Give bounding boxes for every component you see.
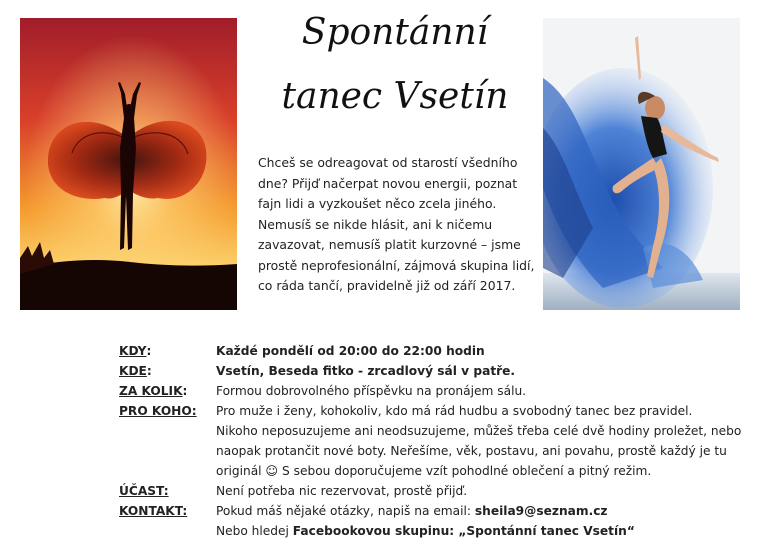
ucast-value: Není potřeba nic rezervovat, prostě přijď. [216, 484, 468, 498]
event-details [119, 341, 759, 541]
intro-line: Nemusíš se nikde hlásit, ani k ničemu [258, 216, 493, 232]
detail-row-pro-koho [119, 401, 759, 481]
kontakt-value [216, 501, 759, 541]
intro-line: dne? Přijď načerpat novou energii, poznat [258, 175, 518, 191]
pro-koho-line: Nikoho neposuzujeme ani neodsuzujeme, můžeš třeba celé dvě hodiny proležet, nebo [216, 424, 742, 438]
kontakt-text: Pokud máš nějaké otázky, napiš na email: [216, 504, 475, 518]
za-kolik-label: ZA KOLIK: [119, 384, 188, 398]
kontakt-line-1 [216, 501, 759, 521]
intro-line: Chceš se odreagovat od starostí všedního [258, 155, 518, 170]
ucast-label: ÚČAST: [119, 484, 169, 498]
title-line-2: tanec Vsetín [281, 76, 509, 117]
pro-koho-line: naopak protančit nové boty. Neřešíme, věk, postavu, ani povahu, prostě každý je tu [216, 444, 727, 458]
kdy-label: KDY: [119, 344, 152, 358]
kontakt-label: KONTAKT: [119, 504, 188, 518]
pro-koho-line: originál ☺ S sebou doporučujeme vzít pohodlné oblečení a pitný režim. [216, 464, 652, 478]
dancer-blue-powder-image [543, 18, 740, 310]
dancer-silhouette-sunset-image [20, 18, 237, 310]
intro-line: zavazovat, nemusíš platit kurzovné – jsme [258, 237, 521, 252]
za-kolik-value: Formou dobrovolného příspěvku na pronájem sálu. [216, 384, 527, 398]
pro-koho-label: PRO KOHO: [119, 404, 197, 418]
detail-row-ucast [119, 481, 759, 501]
intro-line: fajn lidi a vyzkoušet něco zcela jiného. [258, 196, 497, 211]
email-link[interactable]: sheila9@seznam.cz [474, 504, 608, 518]
kontakt-line-2 [216, 521, 759, 541]
detail-row-kde [119, 361, 759, 381]
intro-line: co ráda tančí, pravidelně již od září 2017. [258, 278, 516, 293]
detail-row-kontakt [119, 501, 759, 541]
detail-row-za-kolik [119, 381, 759, 401]
intro-line: prostě neprofesionální, zájmová skupina lidí, [258, 257, 535, 273]
kde-value: Vsetín, Beseda fitko - zrcadlový sál v patře. [216, 364, 516, 378]
facebook-group-name: Facebookovou skupinu: „Spontánní tanec Vsetín“ [292, 524, 635, 538]
kde-label: KDE: [119, 364, 152, 378]
title-line-1: Spontánní [301, 12, 489, 53]
kontakt-prefix: Nebo hledej [216, 524, 293, 538]
kdy-value: Každé pondělí od 20:00 do 22:00 hodin [216, 344, 485, 358]
pro-koho-value [216, 401, 759, 481]
intro-text [258, 153, 538, 297]
detail-row-kdy [119, 341, 759, 361]
pro-koho-line: Pro muže i ženy, kohokoliv, kdo má rád hudbu a svobodný tanec bez pravidel. [216, 404, 693, 418]
